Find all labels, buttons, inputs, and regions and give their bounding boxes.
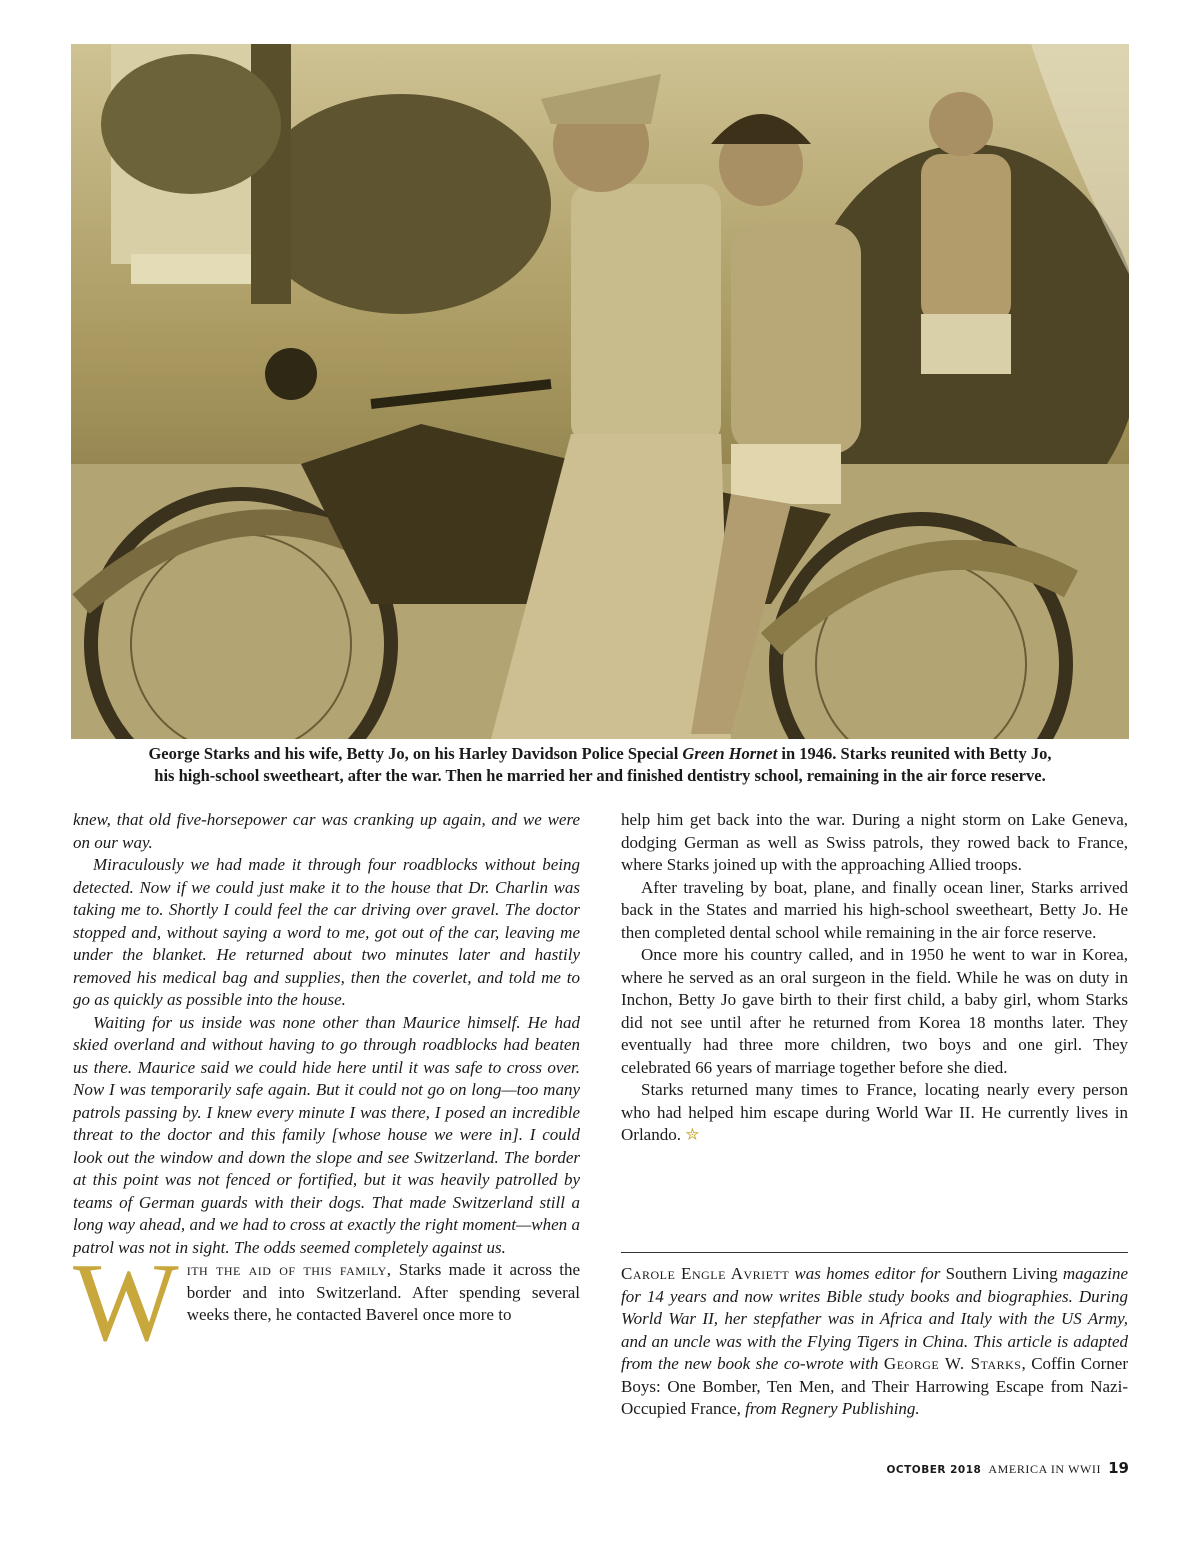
right-paragraph: Once more his country called, and in 1950 he went to war in Korea, where he served as an oral surgeon in the field. While he was on duty in Inchon, Betty Jo gave birth to their first child, a baby girl, whom Starks did not see until after he returned from Korea 18 months later. They eventually had three more children, two boys and one girl. They celebrated 66 years of marriage together before she died.	[621, 945, 1128, 1077]
background-man-shorts	[921, 314, 1011, 374]
bio-author-name: Carole Engle Avriett	[621, 1264, 790, 1283]
woman-shorts	[731, 444, 841, 504]
background-man-head	[929, 92, 993, 156]
bio-divider	[621, 1252, 1128, 1253]
bio-text: magazine for 14 years and now writes Bible study books and biographies. During World War II, her stepfather was in Africa and Italy with the US Army, and an uncle was with the Flying Tigers in China. This article is adapted from the new book she co-wrote with	[621, 1264, 1128, 1373]
bio-text: ,	[1021, 1354, 1032, 1373]
right-paragraph: After traveling by boat, plane, and finally ocean liner, Starks arrived back in the States and married his high-school sweetheart, Betty Jo. He then completed dental school while remaining in the air force reserve.	[621, 877, 1128, 942]
author-bio	[621, 1263, 1128, 1421]
page-footer	[886, 1459, 1129, 1477]
photo-caption	[71, 743, 1129, 787]
section-opening-paragraph	[73, 1241, 581, 1365]
bio-text: , from Regnery Publishing.	[736, 1399, 920, 1418]
foliage	[101, 54, 281, 194]
bio-magazine-name: Southern Living	[945, 1264, 1058, 1283]
rider-shirt	[571, 184, 721, 444]
lead-in-smallcaps: ith the aid of this family,	[186, 1260, 392, 1279]
left-column	[73, 809, 581, 1365]
background-man	[921, 154, 1011, 324]
footer-magazine-name: AMERICA IN WWII	[988, 1462, 1102, 1476]
left-paragraph: Waiting for us inside was none other than Maurice himself. He had skied overland and without having to go through roadblocks had beaten us there. Maurice said we could hide here until it was safe to cross over. Now I was temporarily safe again. But it could not go on long—too many patrols passing by. I knew every minute I was there, I posed an incredible threat to the doctor and this family [whose house we were in]. I could look out the window and down the slope and see Switzerland. The border at this point was not fenced or fortified, but it was heavily patrolled by teams of German guards with their dogs. That made Switzerland still a long way ahead, and we had to cross at exactly the right moment—when a patrol was not in sight. The odds seemed completely against us.	[73, 1012, 580, 1257]
right-column	[621, 809, 1128, 1147]
caption-line-1	[71, 743, 1129, 765]
right-paragraph	[621, 1079, 1128, 1147]
bio-coauthor-name: George W. Starks	[883, 1354, 1022, 1373]
caption-text: in 1946. Starks reunited with Betty Jo,	[777, 744, 1052, 763]
woman-jacket	[731, 224, 861, 454]
lattice	[131, 254, 251, 284]
left-paragraph: Miraculously we had made it through four roadblocks without being detected. Now if we could just make it to the house that Dr. Charlin was taking me to. Shortly I could feel the car driving over gravel. The doctor stopped and, without saying a word to me, got out of the car, leaving me under the blanket. He returned about two minutes later and hastily removed his medical bag and supplies, then the coverlet, and told me to go as quickly as possible into the house.	[73, 855, 580, 1009]
vintage-motorcycle-photo	[71, 44, 1129, 739]
caption-bike-name: Green Hornet	[682, 744, 778, 763]
paragraph-text: Starks returned many times to France, locating nearly every person who had helped him escape during World War II. He currently lives in Orlando.	[621, 1080, 1128, 1144]
paragraph-text: Starks made it across the border and into Switzerland. After spending several weeks there, he contacted Baverel once more to	[186, 1260, 581, 1324]
headlight	[265, 348, 317, 400]
footer-issue-date: OCTOBER 2018	[886, 1464, 982, 1476]
end-mark-star-icon: ✮	[685, 1125, 700, 1144]
caption-line-2: his high-school sweetheart, after the war. Then he married her and finished dentistry school, remaining in the air force reserve.	[154, 766, 1046, 785]
photo-illustration	[71, 44, 1129, 739]
bush	[251, 94, 551, 314]
caption-text: George Starks and his wife, Betty Jo, on his Harley Davidson Police Special	[148, 744, 683, 763]
left-paragraph: knew, that old five-horsepower car was cranking up again, and we were on our way.	[73, 810, 580, 852]
bio-book-title: Coffin Corner Boys: One Bomber, Ten Men, and Their Harrowing Escape from Nazi-Occupied France	[621, 1354, 1128, 1418]
bio-text: was homes editor for	[789, 1264, 946, 1283]
page-number: 19	[1108, 1459, 1129, 1477]
drop-cap: W	[73, 1241, 179, 1365]
right-paragraph: help him get back into the war. During a night storm on Lake Geneva, dodging German as well as Swiss patrols, they rowed back to France, where Starks joined up with the approaching Allied troops.	[621, 810, 1128, 874]
